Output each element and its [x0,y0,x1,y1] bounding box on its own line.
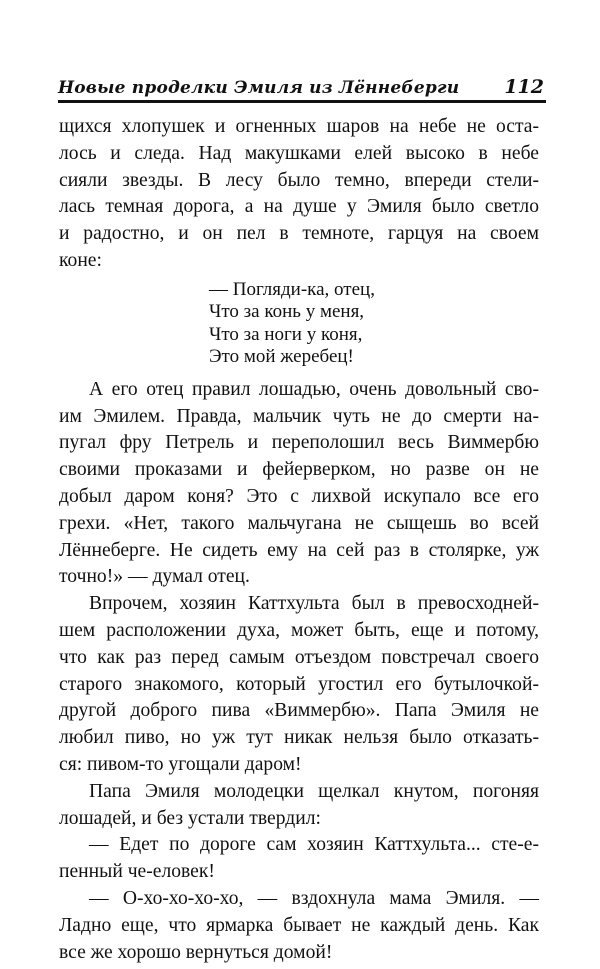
text-line: любил пиво, но уж тут никак нельзя было отказать- [59,727,539,749]
text-line: коне: [59,249,102,271]
poem [209,279,539,369]
text-line: Ладно еще, что ярмарка бывает не каждый день. Как [59,914,539,936]
paragraph [59,591,539,779]
paragraph [59,832,539,886]
text-line: шем расположении духа, может быть, еще и потому, [59,619,539,641]
paragraph [59,886,539,966]
paragraph-continuation [59,114,539,275]
text-line: им Эмилем. Правда, мальчик чуть не до смерти на- [59,405,539,427]
text-line: Папа Эмиля молодецки щелкал кнутом, погоняя [89,780,539,802]
text-line: пенный че-еловек! [59,861,215,883]
poem-line: — Погляди-ка, отец, [209,278,375,300]
page-header [58,66,546,103]
running-title: Новые проделки Эмиля из Лённеберги [58,78,460,98]
text-line: лась темная дорога, а на душе у Эмиля было светло [59,196,539,218]
text-line: ся: пивом-то угощали даром! [59,753,302,775]
text-line: А его отец правил лошадью, очень довольный сво- [89,378,539,400]
paragraph [59,377,539,591]
text-line: старого знакомого, который угостил его бутылочкой- [59,673,539,695]
text-line: — О-хо-хо-хо-хо, — вздохнула мама Эмиля. — [89,887,539,909]
poem-line: Что за ноги у коня, [209,323,363,345]
text-line: все же хорошо вернуться домой! [59,941,333,963]
text-line: своими проказами и фейерверком, но разве он не [59,459,539,481]
paragraph [59,779,539,833]
text-line: лось и следа. Над макушками елей высоко в небе [59,142,539,164]
text-line: — Едет по дороге сам хозяин Каттхульта... сте-е- [89,834,539,856]
text-line: и радостно, и он пел в темноте, гарцуя на своем [59,223,539,245]
text-line: точно!» — думал отец. [59,566,250,588]
page-number: 112 [504,76,544,98]
text-line: щихся хлопушек и огненных шаров на небе не оста- [59,116,539,137]
text-line: добыл даром коня? Это с лихвой искупало все его [59,485,539,507]
text-line: грехи. «Нет, такого мальчугана не сыщешь во всей [59,512,539,534]
poem-line: Это мой жеребец! [209,346,354,368]
text-line: другой доброго пива «Виммербю». Папа Эмиля не [59,700,539,722]
text-line: лошадей, и без устали твердил: [59,807,321,829]
text-line: Впрочем, хозяин Каттхульта был в превосходней- [89,593,539,615]
text-line: сияли звезды. В лесу было темно, впереди стели- [59,169,539,191]
text-line: что как раз перед самым отъездом повстречал своего [59,646,539,668]
poem-line: Что за конь у меня, [209,301,365,323]
body-text [59,114,539,966]
text-line: пугал фру Петрель и переполошил весь Виммербю [59,432,539,454]
text-line: Лённеберге. Не сидеть ему на сей раз в столярке, уж [59,539,539,561]
